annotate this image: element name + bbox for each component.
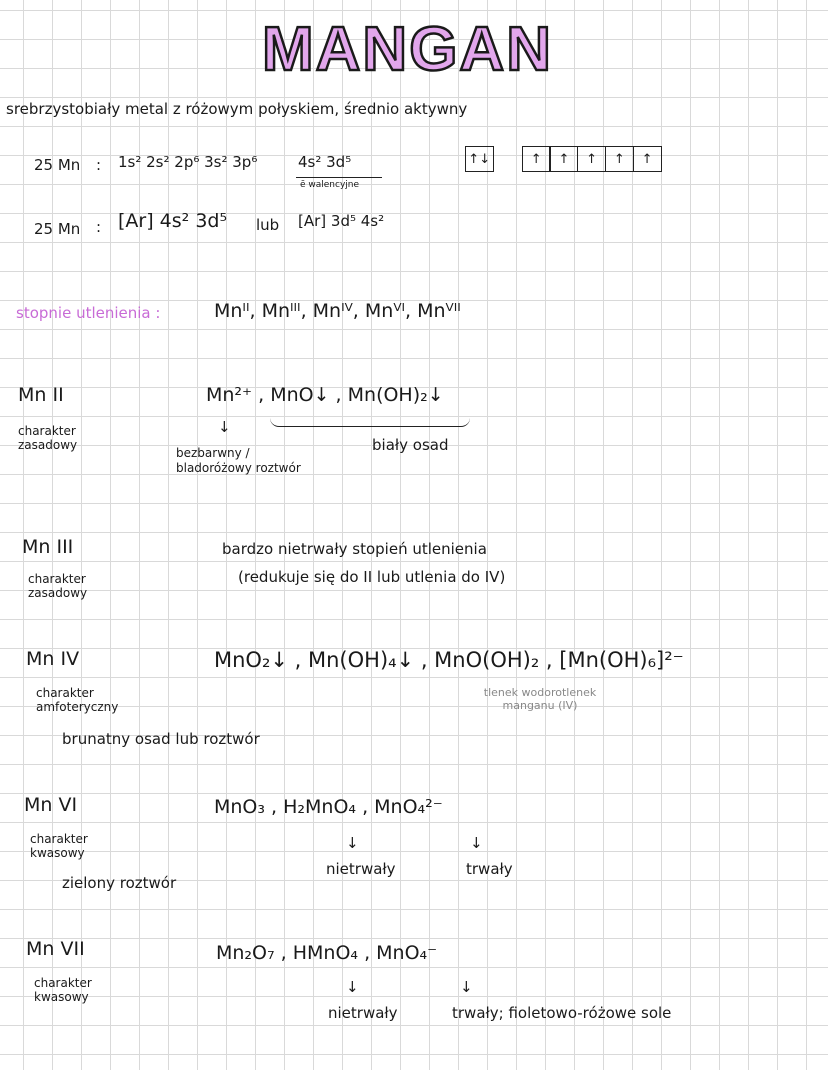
oxidation-states-values: Mnᴵᴵ, Mnᴵᴵᴵ, Mnᴵⱽ, Mnⱽᴵ, Mnⱽᴵᴵ (214, 300, 461, 322)
config2-formula: [Ar] 4s² 3d⁵ (118, 210, 228, 232)
note-brown-precipitate: brunatny osad lub roztwór (62, 730, 260, 748)
brace (270, 418, 470, 427)
config1-label: 25 Mn (34, 156, 81, 174)
config1-core: 1s² 2s² 2p⁶ 3s² 3p⁶ (118, 153, 258, 171)
orbital-box: ↑↓ (465, 146, 494, 172)
note-stable-salts: trwały; fioletowo-różowe sole (452, 1004, 672, 1022)
arrow-down-icon: ↓ (460, 978, 473, 996)
config1-colon: : (96, 156, 102, 174)
state-mn-iv: Mn IV (26, 648, 80, 670)
config2-formula-alt: [Ar] 3d⁵ 4s² (298, 212, 385, 230)
orbital-box: ↑ (522, 146, 551, 172)
orbital-3d (523, 146, 662, 172)
arrow-down-icon: ↓ (346, 978, 359, 996)
orbital-box: ↑ (549, 146, 578, 172)
config2-colon: : (96, 218, 102, 236)
compounds-mn-vii: Mn₂O₇ , HMnO₄ , MnO₄⁻ (216, 942, 438, 964)
state-mn-vi: Mn VI (24, 794, 78, 816)
config2-or: lub (256, 216, 280, 234)
note-stable: trwały (466, 860, 513, 878)
orbital-box: ↑ (577, 146, 606, 172)
note-white-precipitate: biały osad (372, 436, 449, 454)
valence-note: ē walencyjne (300, 180, 360, 190)
note-oxide-hydroxide: tlenek wodorotlenek manganu (IV) (483, 686, 597, 712)
note-unstable: nietrwały (326, 860, 396, 878)
compounds-mn-ii: Mn²⁺ , MnO↓ , Mn(OH)₂↓ (206, 384, 444, 406)
page-title: MANGAN (262, 15, 553, 84)
state-mn-ii: Mn II (18, 384, 64, 406)
compounds-mn-iv: MnO₂↓ , Mn(OH)₄↓ , MnO(OH)₂ , [Mn(OH)₆]²⁻ (214, 648, 684, 672)
state-mn-iii: Mn III (22, 536, 74, 558)
mn-iii-line1: bardzo nietrwały stopień utlenienia (222, 540, 487, 558)
character-mn-iii: charakter zasadowy (28, 572, 88, 600)
orbital-box: ↑ (605, 146, 634, 172)
arrow-down-icon: ↓ (346, 834, 359, 852)
orbital-box: ↑ (633, 146, 662, 172)
arrow-down-icon: ↓ (218, 418, 231, 436)
state-mn-vii: Mn VII (26, 938, 85, 960)
note-green-solution: zielony roztwór (62, 874, 177, 892)
character-mn-vi: charakter kwasowy (30, 832, 88, 860)
note-colorless-solution: bezbarwny / bladoróżowy roztwór (176, 446, 301, 475)
character-mn-iv: charakter amfoteryczny (36, 686, 119, 714)
note-unstable: nietrwały (328, 1004, 398, 1022)
character-mn-vii: charakter kwasowy (34, 976, 92, 1004)
intro-text: srebrzystobiały metal z różowym połyskiem, średnio aktywny (6, 100, 468, 118)
character-mn-ii: charakter zasadowy (18, 424, 78, 452)
oxidation-states-label: stopnie utlenienia : (16, 304, 161, 322)
arrow-down-icon: ↓ (470, 834, 483, 852)
compounds-mn-vi: MnO₃ , H₂MnO₄ , MnO₄²⁻ (214, 796, 443, 818)
valence-underline (296, 177, 382, 178)
mn-iii-line2: (redukuje się do II lub utlenia do IV) (238, 568, 506, 586)
config2-label: 25 Mn (34, 220, 81, 238)
orbital-4s (466, 146, 494, 172)
config1-valence: 4s² 3d⁵ (298, 153, 352, 171)
